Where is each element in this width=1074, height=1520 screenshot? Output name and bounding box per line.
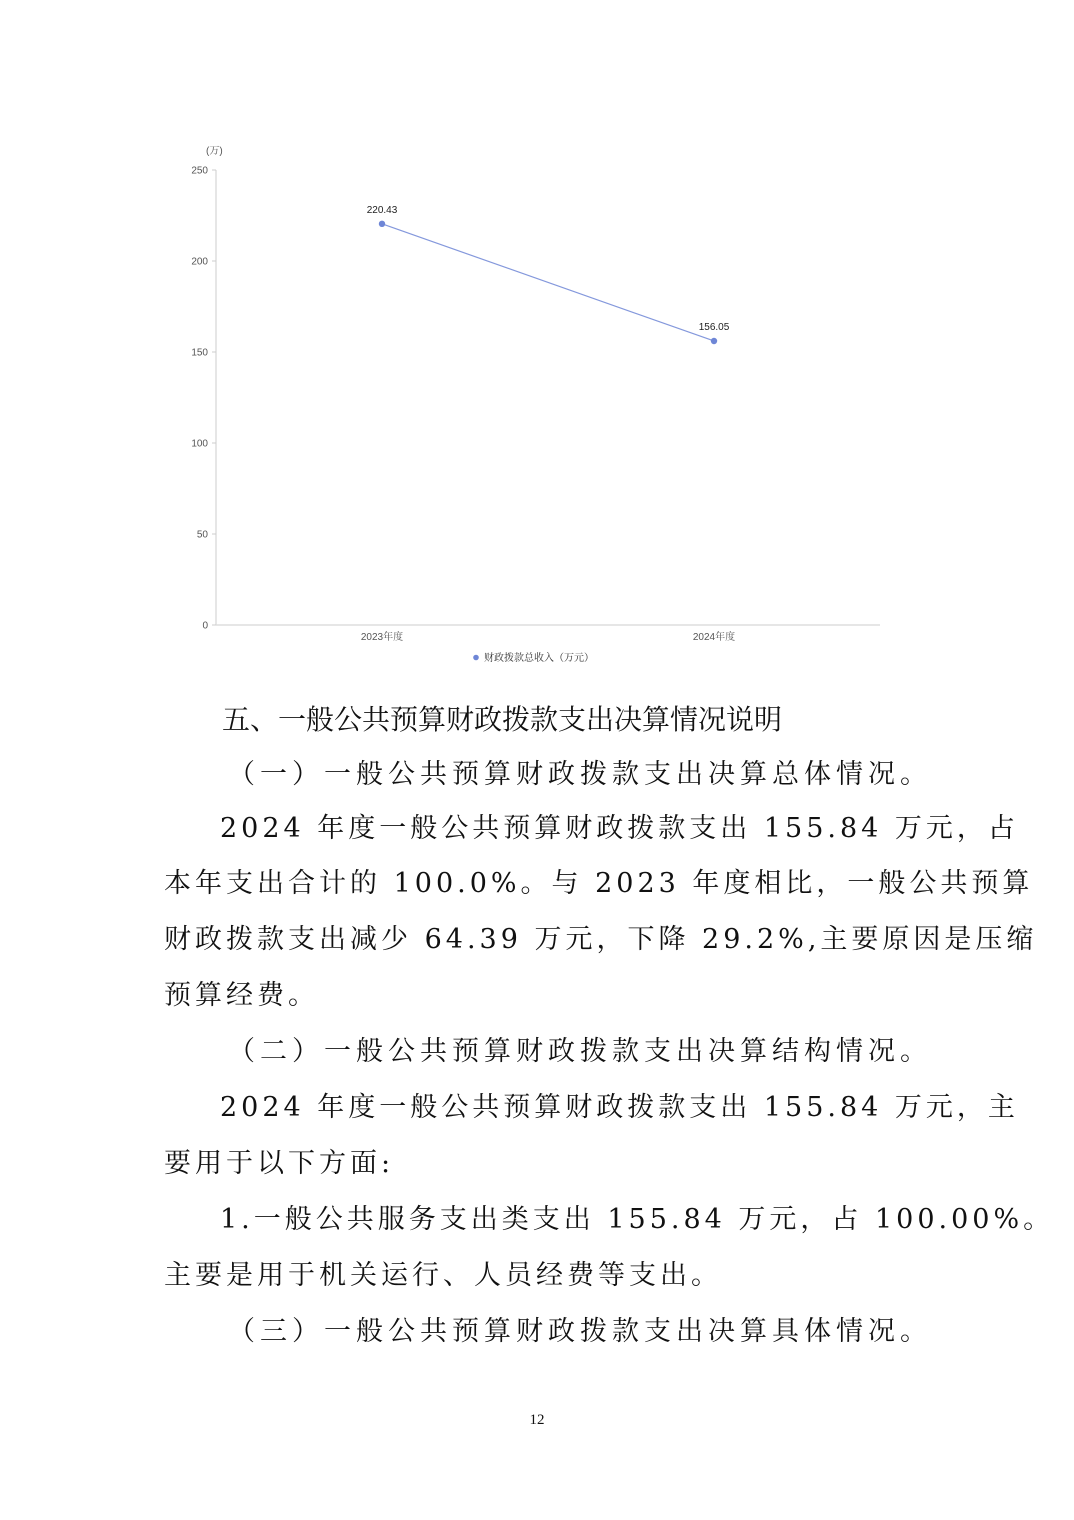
y-tick-label: 200 (191, 256, 208, 268)
y-axis (191, 166, 216, 632)
legend-marker (473, 655, 479, 661)
paragraph-1-line-2: 本年支出合计的 100.0%。与 2023 年度相比，一般公共预算 (164, 868, 1034, 899)
data-label: 220.43 (366, 204, 398, 216)
y-tick-label: 100 (191, 438, 208, 450)
subsection-2-heading: （二）一般公共预算财政拨款支出决算结构情况。 (228, 1036, 932, 1067)
subsection-1-heading: （一）一般公共预算财政拨款支出决算总体情况。 (228, 759, 932, 790)
paragraph-1-line-1: 2024 年度一般公共预算财政拨款支出 155.84 万元，占 (220, 813, 1019, 844)
data-point (711, 338, 717, 344)
x-tick-label: 2023年度 (360, 632, 404, 643)
legend-label: 财政拨款总收入（万元） (484, 653, 594, 664)
y-tick-label: 0 (202, 620, 208, 632)
paragraph-2-line-1: 2024 年度一般公共预算财政拨款支出 155.84 万元，主 (220, 1092, 1019, 1123)
data-label: 156.05 (698, 321, 730, 333)
paragraph-1-line-4: 预算经费。 (164, 980, 319, 1011)
y-tick-label: 150 (191, 347, 208, 359)
paragraph-3-line-1: 1.一般公共服务支出类支出 155.84 万元，占 100.00%。 (220, 1204, 1055, 1235)
section-heading: 五、一般公共预算财政拨款支出决算情况说明 (222, 703, 783, 736)
paragraph-3-line-2: 主要是用于机关运行、人员经费等支出。 (164, 1260, 722, 1291)
paragraph-2-line-2: 要用于以下方面: (164, 1148, 395, 1179)
x-axis (216, 625, 880, 643)
revenue-line-chart (0, 0, 1074, 680)
y-axis-unit-label: (万) (206, 146, 223, 157)
page-number: 12 (529, 1412, 545, 1428)
x-tick-label: 2024年度 (692, 632, 736, 643)
series (367, 205, 730, 344)
subsection-3-heading: （三）一般公共预算财政拨款支出决算具体情况。 (228, 1316, 932, 1347)
paragraph-1-line-3: 财政拨款支出减少 64.39 万元，下降 29.2%,主要原因是压缩 (164, 924, 1038, 955)
data-point (379, 221, 385, 227)
legend (473, 651, 594, 664)
y-tick-label: 250 (191, 165, 208, 177)
y-tick-label: 50 (196, 529, 208, 541)
series-line (382, 224, 714, 341)
